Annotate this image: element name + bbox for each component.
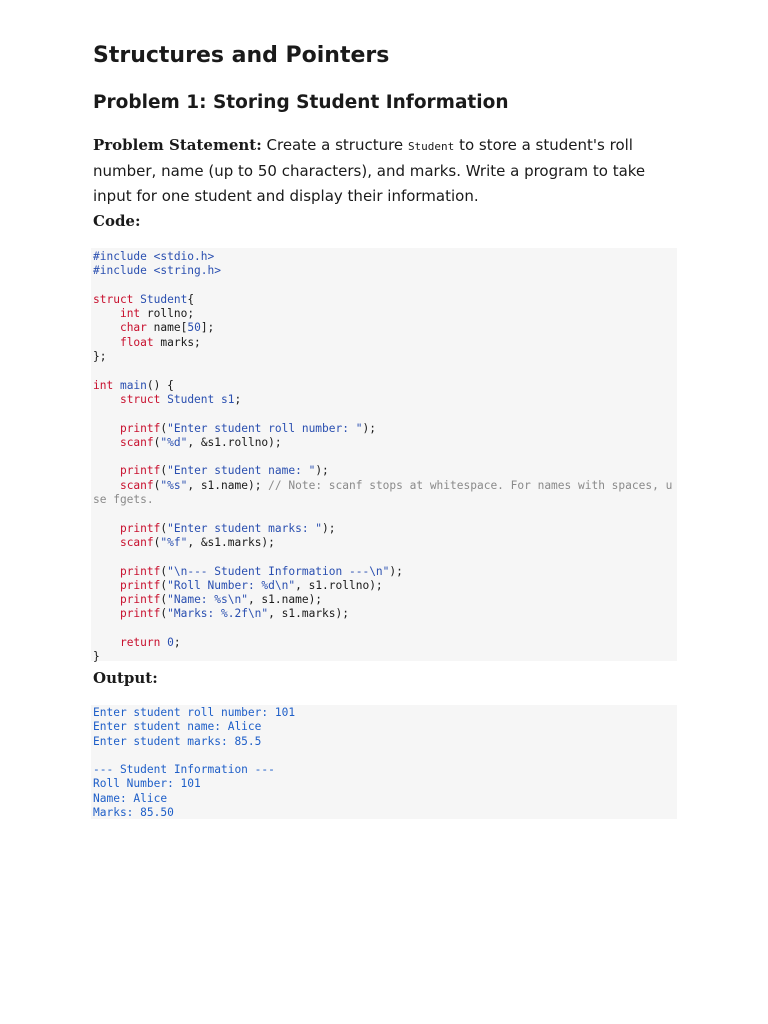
code-token: printf (119, 607, 161, 621)
code-line (93, 250, 214, 263)
code-token: ; (234, 392, 242, 406)
code-line (93, 650, 100, 663)
code-line (93, 536, 275, 549)
code-token: "Enter student marks: " (167, 521, 323, 535)
code-token (93, 393, 120, 406)
code-token: ( (160, 521, 168, 535)
code-line (93, 350, 106, 363)
code-token: ( (153, 435, 161, 449)
code-line (93, 579, 383, 592)
code-token: int (93, 378, 120, 392)
code-token: }; (93, 350, 107, 364)
code-line (93, 565, 403, 578)
code-token: ( (160, 607, 168, 621)
code-label: Code: (93, 212, 141, 230)
code-token: "Enter student name: " (167, 464, 316, 478)
statement-text-after: to store a student's roll number, name (up to 50 characters), and marks. Write a program to take input for one student and display their information. (93, 136, 646, 205)
code-token: printf (119, 464, 161, 478)
code-token: "Marks: %.2f\n" (167, 607, 269, 621)
code-token: 0 (167, 636, 174, 650)
code-token (93, 565, 120, 578)
code-token (93, 422, 120, 435)
code-token: { (187, 292, 195, 306)
code-token (93, 307, 120, 320)
code-line (93, 607, 349, 620)
output-line: Enter student roll number: 101 (93, 706, 296, 719)
code-token: ); (315, 464, 329, 478)
code-token (93, 593, 120, 606)
code-token: "Roll Number: %d\n" (167, 578, 296, 592)
code-listing (93, 250, 675, 665)
code-token: // Note: scanf stops at whitespace. For names with spaces, use fgets. (93, 478, 673, 507)
code-token: printf (119, 421, 161, 435)
code-token: "Name: %s\n" (167, 593, 248, 607)
code-token (93, 436, 120, 449)
code-line (93, 593, 322, 606)
code-token: , &s1.rollno); (187, 435, 282, 449)
output-line: Name: Alice (93, 791, 168, 805)
code-line (93, 321, 214, 334)
code-line (93, 479, 672, 506)
code-token (93, 607, 120, 620)
code-token (93, 636, 120, 649)
code-line (93, 393, 241, 406)
code-token: , s1.name); (247, 593, 323, 607)
code-token (93, 536, 120, 549)
problem-statement (93, 133, 677, 209)
statement-label: Problem Statement: (93, 136, 262, 154)
code-token: Student s1 (167, 392, 235, 406)
code-token: ); (322, 521, 336, 535)
code-token (93, 479, 120, 492)
code-token: ); (362, 421, 376, 435)
code-token: struct (119, 392, 168, 406)
code-line (93, 336, 201, 349)
code-token (93, 336, 120, 349)
code-token: return (119, 636, 168, 650)
code-token: ( (153, 478, 161, 492)
code-token: "%f" (160, 535, 188, 549)
code-token: () { (146, 378, 174, 392)
code-token: ( (160, 578, 168, 592)
code-token: printf (119, 564, 161, 578)
code-line (93, 436, 282, 449)
code-token: printf (119, 593, 161, 607)
code-line (93, 293, 194, 306)
code-token: Student (140, 292, 188, 306)
code-token: marks; (153, 335, 201, 349)
output-block (91, 705, 677, 819)
code-token (93, 579, 120, 592)
code-token: "%d" (160, 435, 188, 449)
code-token: , &s1.marks); (187, 535, 275, 549)
code-line (93, 522, 336, 535)
code-token: , s1.marks); (268, 607, 349, 621)
code-token: "Enter student roll number: " (167, 421, 363, 435)
code-token: } (93, 650, 100, 664)
code-token: ; (173, 636, 181, 650)
code-token (93, 522, 120, 535)
code-token (93, 321, 120, 334)
code-token: , s1.name); (187, 478, 269, 492)
statement-inline-code: Student (407, 140, 455, 153)
code-block (91, 248, 677, 664)
code-token: "\n--- Student Information ---\n" (167, 564, 390, 578)
code-token: struct (93, 292, 141, 306)
code-token (93, 464, 120, 477)
code-token: main (119, 378, 147, 392)
code-token: scanf (119, 435, 154, 449)
code-token: scanf (119, 478, 154, 492)
code-token: ( (160, 464, 168, 478)
code-line (93, 464, 329, 477)
code-token: ( (160, 564, 168, 578)
output-line: Marks: 85.50 (93, 806, 174, 820)
code-token: ]; (200, 321, 215, 335)
output-line: Enter student name: Alice (93, 720, 262, 734)
page-title: Structures and Pointers (93, 43, 390, 68)
statement-text-before: Create a structure (261, 136, 408, 154)
output-line: Roll Number: 101 (93, 777, 201, 791)
output-line: Enter student marks: 85.5 (93, 734, 262, 748)
output-label: Output: (93, 669, 158, 687)
code-token: ( (160, 421, 168, 435)
code-token: printf (119, 521, 161, 535)
code-token: char (119, 321, 147, 335)
code-token: "%s" (160, 478, 188, 492)
output-line: --- Student Information --- (93, 763, 275, 777)
code-token: , s1.rollno); (295, 578, 383, 592)
code-token: ( (153, 535, 161, 549)
code-token: rollno; (140, 307, 195, 321)
code-token: ); (389, 564, 403, 578)
code-token: #include <stdio.h> (93, 250, 215, 263)
problem-title: Problem 1: Storing Student Information (93, 92, 509, 113)
code-token: #include <string.h> (93, 264, 221, 278)
code-token: float (119, 335, 154, 349)
code-line (93, 264, 221, 277)
code-token: scanf (119, 535, 154, 549)
code-token: 50 (187, 321, 201, 335)
code-line (93, 636, 181, 649)
code-line (93, 307, 194, 320)
code-token: int (119, 307, 141, 321)
code-line (93, 422, 376, 435)
code-token: ( (160, 593, 168, 607)
code-line (93, 379, 174, 392)
output-listing (93, 706, 675, 820)
code-token: name[ (146, 321, 188, 335)
code-token: printf (119, 578, 161, 592)
